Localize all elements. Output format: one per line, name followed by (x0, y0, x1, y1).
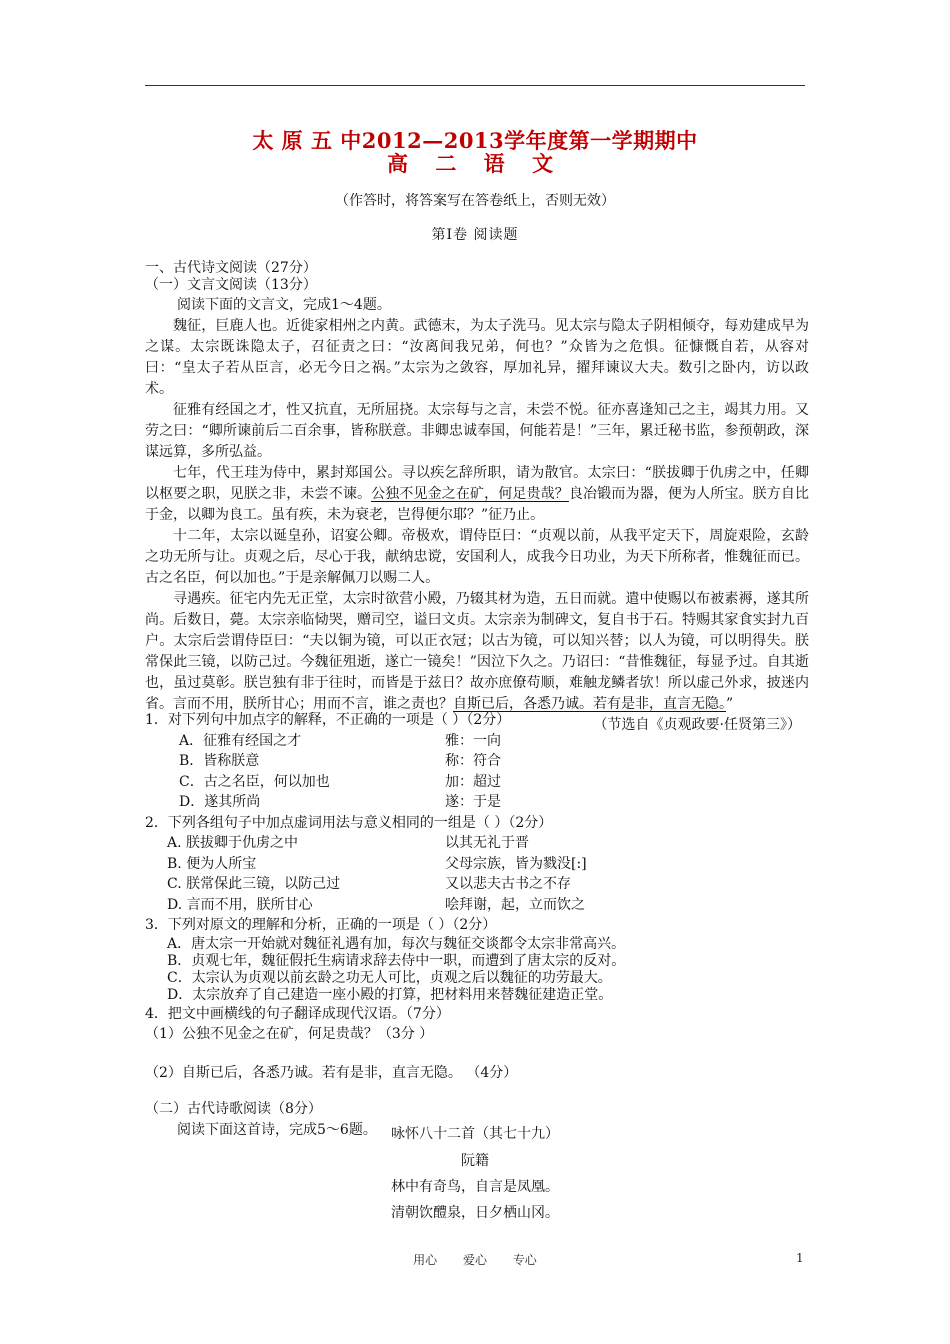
poem-line: 清朝饮醴泉，日夕栖山冈。 (391, 1205, 559, 1221)
option-row (145, 854, 809, 875)
option-text: C．古之名臣，何以加也 (179, 773, 330, 790)
page-footer: 用心 爱心 专心 (413, 1253, 537, 1267)
passage-paragraph: 魏征，巨鹿人也。近徙家相州之内黄。武德末，为太子洗马。见太宗与隐太子阴相倾夺，每劝建成早为之谋。太宗既诛隐太子，召征责之曰：“汝离间我兄弟，何也？”众皆为之危惧。征慷慨自若，从容对曰：“皇太子若从臣言，必无今日之祸。”太宗为之敛容，厚加礼异，擢拜谏议大夫。数引之卧内，访以政术。 (145, 318, 809, 397)
passage-text: 寻遇疾。征宅内先无正堂，太宗时欲营小殿，乃辍其材为造，五日而就。遣中使赐以布被素褥，遂其所尚。后数日，薨。太宗亲临恸哭，赠司空，谥曰文贞。太宗亲为制碑文，复自书于石。特赐其家食实封九百户。太宗后尝谓侍臣曰：“夫以铜为镜，可以正衣冠；以古为镜，可以知兴替；以人为镜，可以明得失。朕常保此三镜，以防己过。今魏征殂逝，遂亡一镜矣！”因泣下久之。乃诏曰：“昔惟魏征，每显予过。自其逝也，虽过莫彰。朕岂独有非于往时，而皆是于兹日？故亦庶僚苟顺，难触龙鳞者欤！所以虚己外求，披迷内省。言而不用，朕所甘心；用而不言，谁之责也？ (145, 591, 809, 712)
page-number: 1 (796, 1251, 804, 1265)
option-row (145, 792, 809, 813)
passage-text: 七年，代王珪为侍中，累封郑国公。寻以疾乞辞所职，请为散官。太宗曰：“朕拔卿于仇虏之中，任卿以枢要之职，见朕之非，未尝不谏。 (145, 465, 809, 502)
option-row (145, 936, 809, 953)
option-gloss: 称：符合 (445, 753, 501, 769)
option-text: B．皆称朕意 (179, 753, 260, 769)
option-text: D. 言而不用，朕所甘心 (167, 896, 313, 913)
question-stem: 1．对下列句中加点字的解释，不正确的一项是（ ）（2分） (145, 712, 511, 728)
source-citation: （节选自《贞观政要·任贤第三》） (593, 717, 801, 733)
exam-subject: 高 二 语 文 (387, 151, 563, 176)
option-text: D．遂其所尚 (179, 794, 261, 810)
option-gloss: 遂：于是 (445, 794, 501, 810)
option-compare: 父母宗族，皆为戮没[:] (445, 855, 587, 872)
option-text: A．征雅有经国之才 (179, 732, 302, 749)
instruction: 阅读下面这首诗，完成5～6题。 (177, 1121, 377, 1138)
option-row (145, 970, 809, 987)
option-row (145, 987, 809, 1004)
passage-paragraph: 征雅有经国之才，性又抗直，无所屈挠。太宗每与之言，未尝不悦。征亦喜逢知己之主，竭其力用。又劳之曰：“卿所谏前后二百余事，皆称朕意。非卿忠诚奉国，何能若是！”三年，累迁秘书监，参预朝政，深谋远算，多所弘益。 (145, 402, 809, 460)
question-1 (145, 710, 809, 1140)
option-row (145, 731, 809, 752)
option-row (145, 751, 809, 772)
option-compare: 又以悲夫古书之不存 (445, 876, 571, 892)
part-heading: 第Ⅰ卷 阅读题 (431, 227, 519, 243)
sub-question: （1）公独不见金之在矿，何足贵哉？（3分 ） (145, 1026, 434, 1042)
passage-paragraph: 十二年，太宗以诞皇孙，诏宴公卿。帝极欢，谓侍臣曰：“贞观以前，从我平定天下，周旋艰险，玄龄之功无所与让。贞观之后，尽心于我，献纳忠谠，安国利人，成我今日功业，为天下所称者，惟魏征而已。古之名臣，何以加也。”于是亲解佩刀以赐二人。 (145, 528, 809, 586)
option-row (145, 895, 809, 916)
option-row (145, 772, 809, 793)
option-gloss: 加：超过 (445, 773, 501, 790)
underlined-sentence: 自斯已后，各悉乃诚。若有是非，直言无隐。 (453, 696, 726, 712)
subsection-heading: （二）古代诗歌阅读（8分） (145, 1101, 322, 1117)
question-stem: 2．下列各组句子中加点虚词用法与意义相同的一组是（ ）（2分） (145, 814, 553, 831)
option-row (145, 953, 809, 970)
answer-note: （作答时，将答案写在答卷纸上，否则无效） (335, 193, 615, 209)
poem-author: 阮籍 (461, 1153, 489, 1169)
instruction: 阅读下面的文言文，完成1～4题。 (177, 297, 391, 313)
option-text: A．唐太宗一开始就对魏征礼遇有加，每次与魏征交谈都令太宗非常高兴。 (167, 935, 626, 952)
option-compare: 以其无礼于晋 (445, 835, 529, 851)
poem-title: 咏怀八十二首（其七十九） (391, 1126, 559, 1142)
passage-text: ” (726, 696, 734, 712)
option-row (145, 874, 809, 895)
question-stem: 4．把文中画横线的句子翻译成现代汉语。（7分） (145, 1005, 450, 1022)
passage-paragraph (145, 589, 809, 715)
passage-text: 良冶锻而为器，便为人所宝。朕方自比于金，以卿为良工。虽有疾，未为衰老，岂得便尔耶？”征乃止。 (145, 486, 810, 523)
option-text: C. 朕常保此三镜，以防己过 (167, 876, 341, 892)
exam-title: 太 原 五 中2012—2013学年度第一学期期中 (252, 128, 698, 153)
underlined-sentence: 公独不见金之在矿，何足贵哉？ (371, 486, 569, 502)
option-row (145, 833, 809, 854)
section-heading: 一、古代诗文阅读（27分） (145, 260, 317, 276)
option-text: C．太宗认为贞观以前玄龄之功无人可比，贞观之后以魏征的功劳最大。 (167, 969, 612, 986)
option-text: B. 便为人所宝 (167, 855, 257, 872)
reading-section (145, 258, 809, 736)
option-gloss: 雅：一向 (445, 732, 501, 749)
option-text: B．贞观七年，魏征假托生病请求辞去侍中一职，而遭到了唐太宗的反对。 (167, 952, 626, 969)
option-text: A. 朕拔卿于仇虏之中 (167, 835, 299, 851)
option-text: D．太宗放弃了自己建造一座小殿的打算，把材料用来替魏征建造正堂。 (167, 986, 613, 1003)
poem-line: 林中有奇鸟，自言是凤凰。 (391, 1179, 559, 1195)
option-compare: 哙拜谢，起，立而饮之 (445, 896, 585, 913)
question-stem: 3．下列对原文的理解和分析，正确的一项是（ ）（2分） (145, 917, 497, 933)
passage-paragraph (145, 463, 809, 526)
subsection-heading: （一）文言文阅读（13分） (145, 277, 317, 293)
sub-question: （2）自斯已后，各悉乃诚。若有是非，直言无隐。 （4分） (145, 1064, 518, 1081)
header-rule (145, 85, 805, 86)
